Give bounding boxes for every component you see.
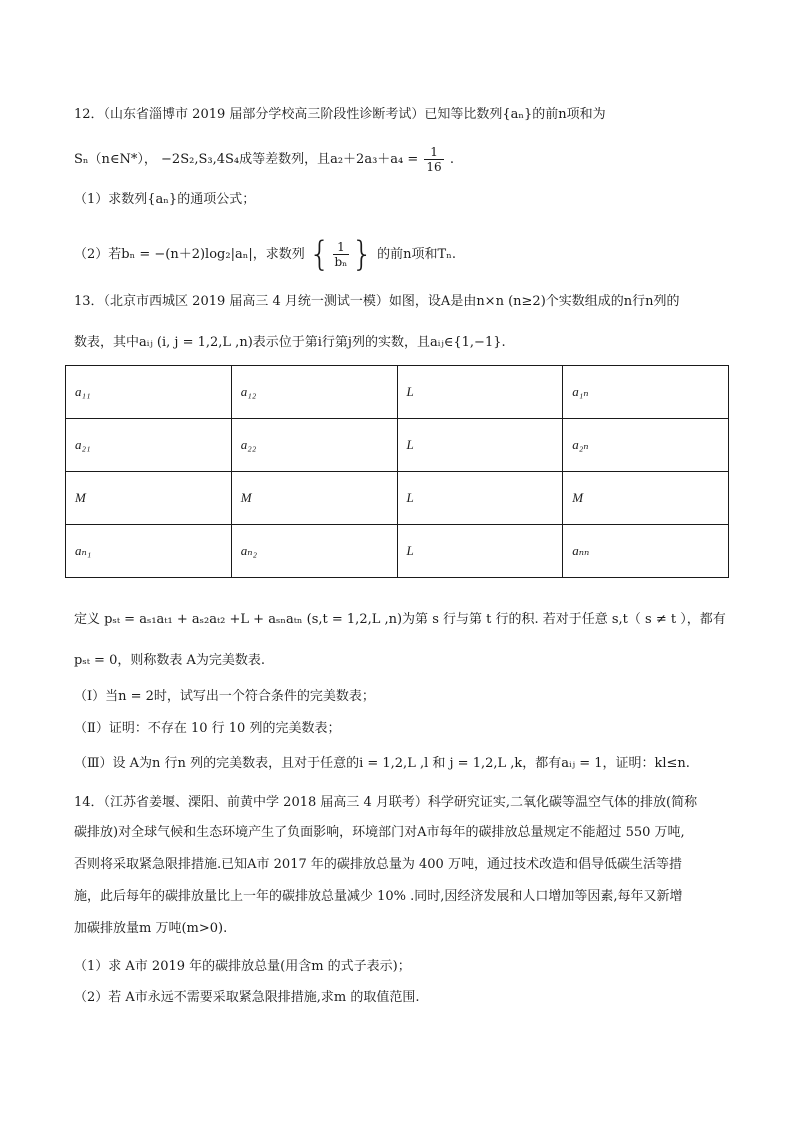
table-cell: a₂ₙ: [563, 419, 729, 472]
left-brace-icon: {: [308, 234, 331, 275]
table-cell: a₂₁: [66, 419, 232, 472]
table-cell: M: [231, 472, 397, 525]
q12-fraction-denominator: 16: [426, 160, 442, 174]
q12-part-2-fraction: [333, 240, 350, 269]
right-brace-icon: }: [351, 234, 374, 275]
table-cell: a₂₂: [231, 419, 397, 472]
table-row: [66, 525, 729, 578]
table-cell: a₁ₙ: [563, 366, 729, 419]
q12-stem-line-2: [74, 145, 454, 174]
q13-definition-line-2: pₛₜ = 0，则称数表 A为完美数表.: [74, 653, 265, 668]
q13-part-2: （Ⅱ）证明：不存在 10 行 10 列的完美数表；: [74, 721, 341, 736]
q14-part-2: （2）若 A市永远不需要采取紧急限排措施,求m 的取值范围.: [74, 990, 420, 1005]
q12-part-1: （1）求数列{aₙ}的通项公式；: [74, 192, 256, 207]
table-cell: a₁₁: [66, 366, 232, 419]
q14-stem-line-5: 加碳排放量m 万吨(m>0).: [74, 921, 228, 936]
q13-part-1: （Ⅰ）当n = 2时，试写出一个符合条件的完美数表；: [74, 689, 375, 704]
q12-stem-line-2-end: .: [449, 152, 454, 167]
matrix-table: [65, 365, 729, 578]
table-cell: a₁₂: [231, 366, 397, 419]
table-row: [66, 366, 729, 419]
q14-stem-line-4: 施，此后每年的碳排放量比上一年的碳排放总量减少 10% .同时,因经济发展和人口增加等因素,每年又新增: [74, 889, 683, 904]
q14-stem-line-2: 碳排放)对全球气候和生态环境产生了负面影响，环境部门对A市每年的碳排放总量规定不能超过 550 万吨,: [74, 825, 685, 840]
table-cell: L: [397, 419, 563, 472]
table-cell: L: [397, 366, 563, 419]
table-cell: M: [66, 472, 232, 525]
table-row: [66, 472, 729, 525]
q13-stem-line-2: 数表，其中aᵢⱼ (i, j = 1,2,L ,n)表示位于第i行第j列的实数，且aᵢⱼ∈{1,−1}.: [74, 335, 506, 350]
table-row: [66, 419, 729, 472]
table-cell: L: [397, 472, 563, 525]
q14-stem-line-3: 否则将采取紧急限排措施.已知A市 2017 年的碳排放总量为 400 万吨，通过技术改造和倡导低碳生活等措: [74, 857, 682, 872]
q13-stem-line-1: 13．（北京市西城区 2019 届高三 4 月统一测试一模）如图，设A是由n×n (n≥2)个实数组成的n行n列的: [74, 294, 680, 309]
q12-stem-line-2-text: Sₙ（n∈N*）， −2S₂,S₃,4S₄成等差数列，且a₂＋2a₃＋a₄ =: [74, 152, 419, 167]
table-cell: aₙ₁: [66, 525, 232, 578]
q12-fraction: [424, 145, 443, 174]
q12-fraction-numerator: 1: [424, 145, 443, 160]
table-cell: M: [563, 472, 729, 525]
q14-stem-line-1: 14．（江苏省姜堰、溧阳、前黄中学 2018 届高三 4 月联考）科学研究证实,二氧化碳等温空气体的排放(简称: [74, 795, 698, 810]
q13-definition-line-1: 定义 pₛₜ = aₛ₁aₜ₁ + aₛ₂aₜ₂ +L + aₛₙaₜₙ (s,t = 1,2,L ,n)为第 s 行与第 t 行的积. 若对于任意 s,t（ s ≠ t ），都有: [74, 612, 726, 627]
q12-part-2-end: 的前n项和Tₙ.: [377, 247, 456, 262]
q12-stem-line-1: 12．（山东省淄博市 2019 届部分学校高三阶段性诊断考试）已知等比数列{aₙ}的前n项和为: [74, 107, 606, 122]
q14-part-1: （1）求 A市 2019 年的碳排放总量(用含m 的式子表示)；: [74, 959, 411, 974]
q12-part-2-numerator: 1: [333, 240, 350, 255]
q12-part-2-denominator: bₙ: [334, 255, 348, 269]
table-cell: aₙₙ: [563, 525, 729, 578]
q13-part-3: （Ⅲ）设 A为n 行n 列的完美数表，且对于任意的i = 1,2,L ,l 和 j = 1,2,L ,k，都有aᵢⱼ = 1，证明：kl≤n.: [74, 756, 690, 771]
q12-part-2: [74, 234, 456, 275]
q12-part-2-text: （2）若bₙ = −(n＋2)log₂|aₙ|，求数列: [74, 247, 305, 262]
table-cell: aₙ₂: [231, 525, 397, 578]
table-cell: L: [397, 525, 563, 578]
